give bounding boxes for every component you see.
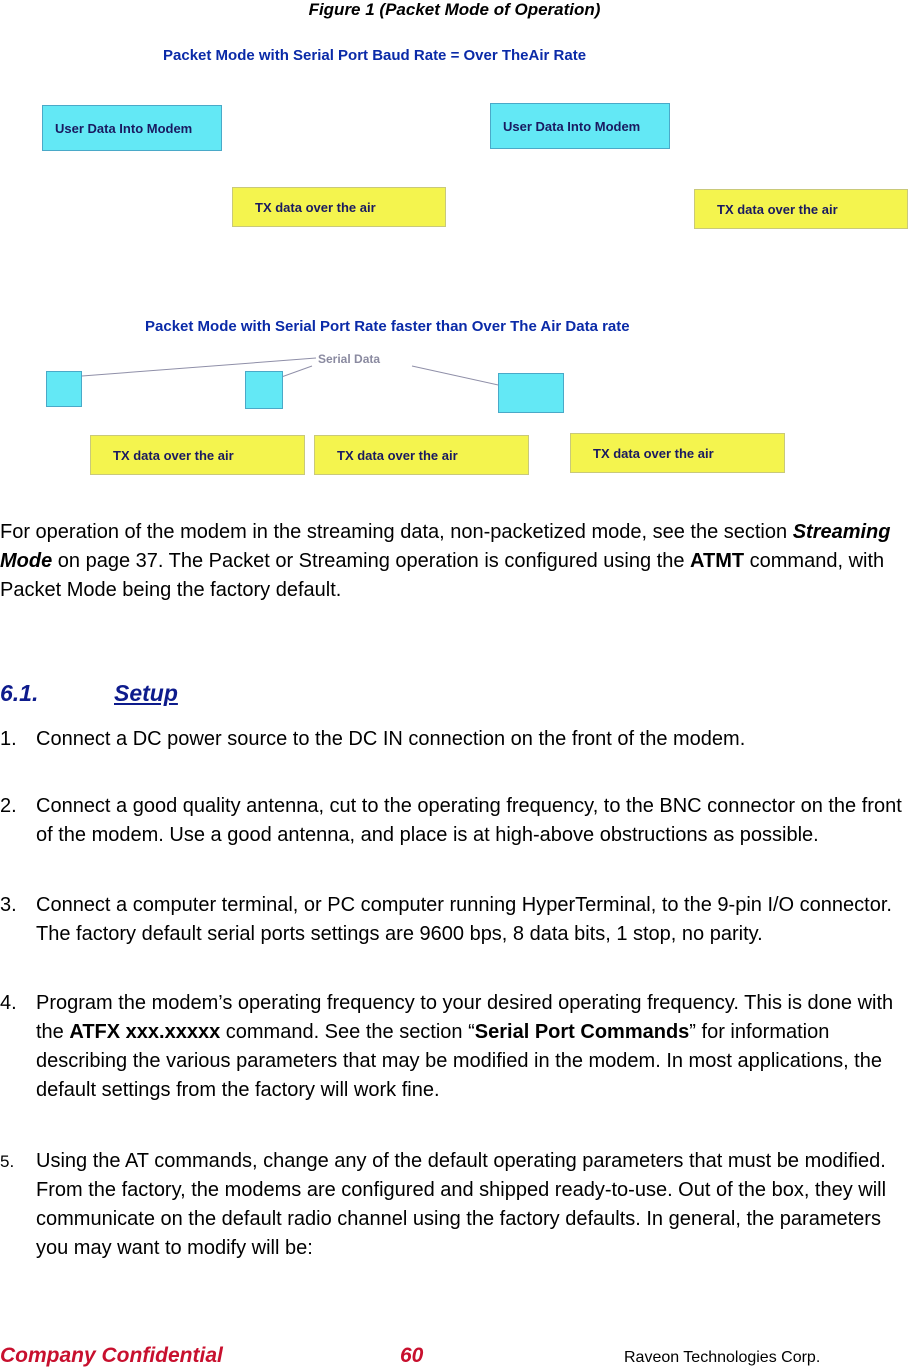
serial-data-box-3 [498,373,564,413]
section-title: Setup [114,680,178,706]
intro-paragraph [0,518,905,605]
tx-data-box-label: TX data over the air [337,447,458,463]
top-diagram-title: Packet Mode with Serial Port Baud Rate = Over TheAir Rate [163,47,587,64]
serial-data-lines [0,30,909,500]
step-4-text-e: ” for information describing the various parameters that may be modified in the modem. In most applications, the default settings from the factory will work fine. [36,1021,882,1101]
serial-port-commands-ref: Serial Port Commands [474,1021,690,1043]
tx-data-box-bottom-3 [570,433,785,473]
footer-page-number: 60 [400,1344,424,1367]
serial-line-3 [412,366,512,388]
step-number: 4. [0,992,17,1014]
user-data-box-label: User Data Into Modem [55,120,193,136]
step-number: 5. [0,1152,15,1171]
tx-data-box-bottom-1 [90,435,305,475]
footer-company-name: Raveon Technologies Corp. [624,1349,821,1366]
section-number: 6.1. [0,680,39,706]
user-data-box-label: User Data Into Modem [503,118,641,134]
tx-data-box-bottom-2 [314,435,529,475]
step-number: 2. [0,795,17,817]
tx-data-box-label: TX data over the air [255,199,376,215]
step-text: Using the AT commands, change any of the default operating parameters that must be modified. From the factory, the modems are configured and shipped ready-to-use. Out of the box, they will communicate on the default radio channel using the factory defaults. In general, the parameters you may want to modify will be: [36,1150,887,1259]
intro-text-1: For operation of the modem in the streaming data, non-packetized mode, see the section [0,521,793,543]
figure-caption: Figure 1 (Packet Mode of Operation) [308,0,601,19]
intro-text-3: command, with Packet Mode being the factory default. [0,550,885,601]
bottom-diagram-title: Packet Mode with Serial Port Rate faster than Over The Air Data rate [145,318,630,335]
serial-data-box-2 [245,371,283,409]
atfx-command: ATFX xxx.xxxxx [69,1021,221,1043]
streaming-mode-ref: Streaming Mode [0,521,891,572]
step-text: Connect a DC power source to the DC IN connection on the front of the modem. [36,728,746,750]
tx-data-box-label: TX data over the air [593,445,714,461]
step-text: Connect a good quality antenna, cut to the operating frequency, to the BNC connector on the front of the modem. Use a good antenna, and place is at high-above obstructions as possible. [36,795,902,846]
step-number: 1. [0,728,17,750]
atmt-command: ATMT [690,550,745,572]
tx-data-box-label: TX data over the air [113,447,234,463]
step-number: 3. [0,894,17,916]
step-4-text-a: Program the modem’s operating frequency to your desired operating frequency. This is done with the [36,992,894,1043]
step-text: Connect a computer terminal, or PC computer running HyperTerminal, to the 9-pin I/O connector. The factory default serial ports settings are 9600 bps, 8 data bits, 1 stop, no parity. [36,894,892,945]
serial-data-label: Serial Data [318,352,381,366]
footer-company-confidential: Company Confidential [0,1344,223,1367]
step-text [36,989,902,1105]
tx-data-box-label: TX data over the air [717,201,838,217]
section-heading [0,680,178,707]
step-4-text-c: command. See the section “ [220,1021,475,1043]
figure-diagram [0,30,909,500]
serial-data-box-1 [46,371,82,407]
intro-text-2: on page 37. The Packet or Streaming operation is configured using the [52,550,691,572]
